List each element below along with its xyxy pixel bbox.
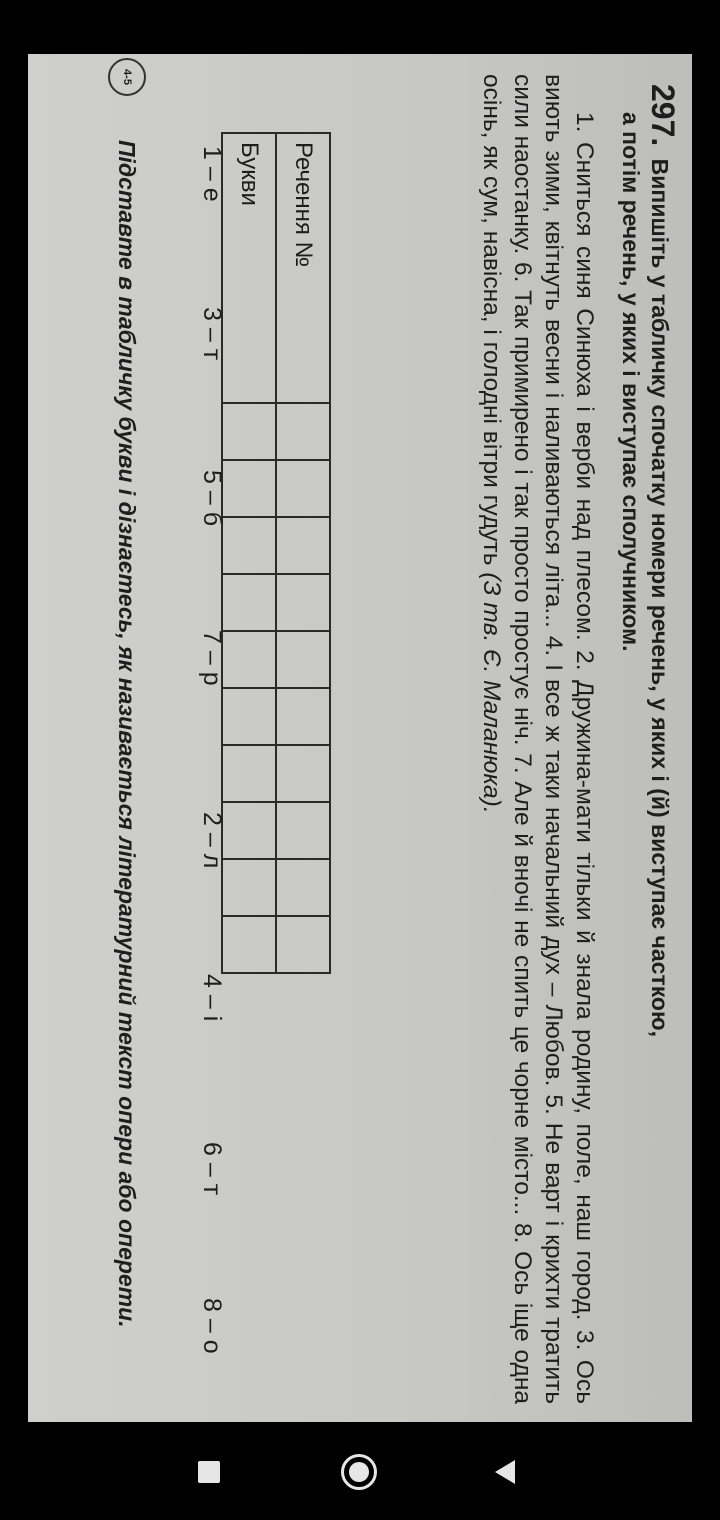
table-cell xyxy=(276,460,330,517)
answer-key-item: 5 – б xyxy=(198,470,226,527)
table-cell xyxy=(222,802,276,859)
exercise-number: 297. xyxy=(645,84,681,147)
table-cell xyxy=(276,517,330,574)
table-header-sentence: Речення № xyxy=(276,133,330,403)
exercise-text-block xyxy=(476,74,600,1404)
recent-apps-icon[interactable] xyxy=(198,1461,220,1483)
answer-key-item: 2 – л xyxy=(198,812,226,869)
table-cell xyxy=(222,517,276,574)
table-row xyxy=(222,133,276,973)
table-cell xyxy=(222,460,276,517)
table-cell xyxy=(276,802,330,859)
answer-key-item: 8 – о xyxy=(198,1298,226,1354)
table-cell xyxy=(276,745,330,802)
table-cell xyxy=(222,859,276,916)
table-cell xyxy=(276,403,330,460)
table-cell xyxy=(276,859,330,916)
home-icon[interactable] xyxy=(341,1454,377,1490)
answer-key-item: 1 – е xyxy=(198,146,226,202)
textbook-photo xyxy=(28,54,692,1422)
answer-key-item: 4 – і xyxy=(198,974,226,1022)
table-cell xyxy=(222,688,276,745)
task-badge-icon: 4-5 xyxy=(108,58,146,96)
table-cell xyxy=(222,574,276,631)
exercise-heading xyxy=(645,84,681,1394)
table-cell xyxy=(222,745,276,802)
table-row xyxy=(276,133,330,973)
exercise-instruction-2: а потім речень, у яких і виступає сполучником. xyxy=(618,112,644,652)
table-cell xyxy=(222,916,276,973)
exercise-instruction-1: Випишіть у табличку спочатку номери речень, у яких і (й) виступає часткою, xyxy=(647,158,673,1038)
task-text: Підставте в табличку букви і дізнаєтесь, як називається літературний текст опери або оперети. xyxy=(114,140,140,1328)
table-cell xyxy=(222,631,276,688)
exercise-text: 1. Сниться синя Синюха і верби над плесом. 2. Дружина-мати тільки й знала родину, поле, наш город. 3. Ось виють зими, квітнуть весни і наливаються літа... 4. І все ж таки начальний дух – Любов. 5. Не варт і крихти тратить сили наостанку. 6. Так примирено і так просто простує ніч. 7. Але й вночі не спить це чорне місто... 8. Ось іще одна осінь, як сум, навісна, і голодні вітри гудуть xyxy=(478,74,598,1404)
answer-key-item: 3 – т xyxy=(198,307,226,361)
table-cell xyxy=(276,688,330,745)
back-icon[interactable] xyxy=(495,1460,515,1484)
table-cell xyxy=(222,403,276,460)
textbook-page xyxy=(28,54,692,1422)
exercise-source: (З тв. Є. Маланюка). xyxy=(478,572,505,814)
table-header-letters: Букви xyxy=(222,133,276,403)
answer-key-item: 7 – р xyxy=(198,630,226,686)
table-cell xyxy=(276,916,330,973)
table-cell xyxy=(276,574,330,631)
answer-table xyxy=(221,132,331,974)
table-cell xyxy=(276,631,330,688)
answer-key-item: 6 – т xyxy=(198,1142,226,1196)
